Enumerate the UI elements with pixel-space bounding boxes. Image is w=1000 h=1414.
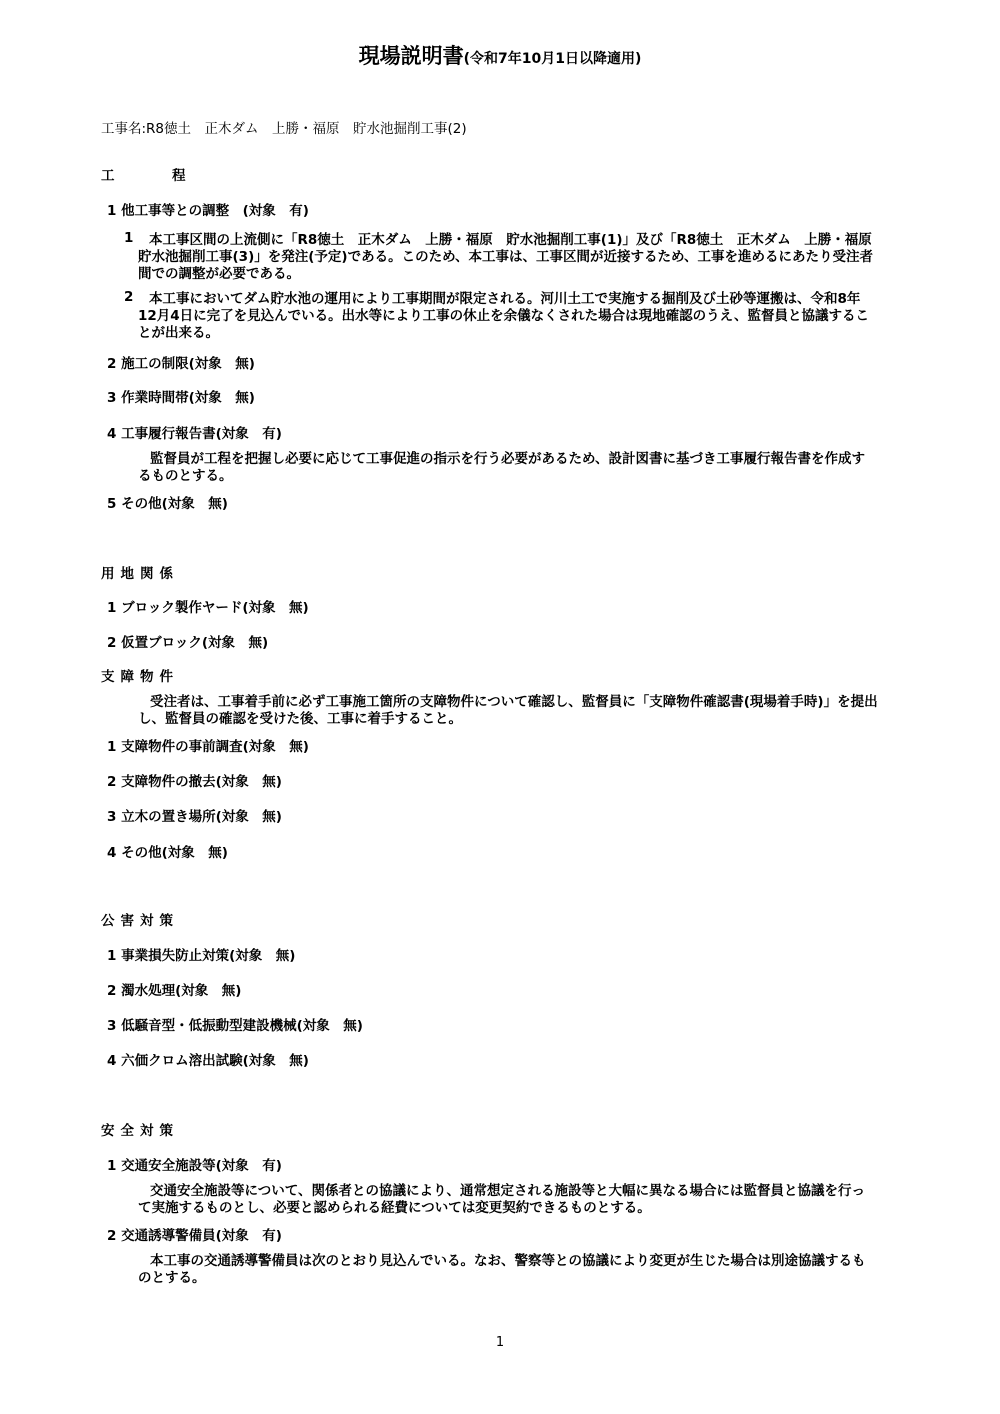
land-item-2: 2 仮置ブロック(対象 無): [107, 635, 269, 651]
sub-item-number-1: 1: [124, 230, 134, 246]
document-title: [0, 44, 1000, 68]
obstacles-item-4: 4 その他(対象 無): [107, 845, 228, 861]
schedule-item-5: 5 その他(対象 無): [107, 496, 228, 512]
pollution-item-1: 1 事業損失防止対策(対象 無): [107, 948, 296, 964]
obstacles-item-1: 1 支障物件の事前調査(対象 無): [107, 739, 309, 755]
safety-item-2: 2 交通誘導警備員(対象 有): [107, 1228, 282, 1244]
pollution-item-3: 3 低騒音型・低振動型建設機械(対象 無): [107, 1018, 363, 1034]
section-heading-schedule: 工 程: [101, 168, 208, 184]
land-item-1: 1 ブロック製作ヤード(対象 無): [107, 600, 309, 616]
section-heading-land: 用地関係: [101, 566, 179, 582]
safety-paragraph-2: 本工事の交通誘導警備員は次のとおり見込んでいる。なお、警察等との協議により変更が生じた場合は別途協議するものとする。: [138, 1253, 866, 1286]
title-main: 現場説明書: [358, 44, 464, 68]
pollution-item-2: 2 濁水処理(対象 無): [107, 983, 242, 999]
page-number: 1: [495, 1335, 505, 1350]
obstacles-item-3: 3 立木の置き場所(対象 無): [107, 809, 282, 825]
section-heading-pollution: 公害対策: [101, 913, 179, 929]
title-subtitle: (令和7年10月1日以降適用): [463, 51, 642, 67]
pollution-item-4: 4 六価クロム溶出試験(対象 無): [107, 1053, 309, 1069]
schedule-item-4: 4 工事履行報告書(対象 有): [107, 426, 282, 442]
section-heading-safety: 安全対策: [101, 1123, 179, 1139]
obstacles-item-2: 2 支障物件の撤去(対象 無): [107, 774, 282, 790]
section-heading-obstacles: 支障物件: [101, 669, 179, 685]
sub-item-text-2: 本工事においてダム貯水池の運用により工事期間が限定される。河川土工で実施する掘削及び土砂等運搬は、令和8年12月4日に完了を見込んでいる。出水等により工事の休止を余儀なくされた場合は現地確認のうえ、監督員と協議することが出来る。: [138, 291, 869, 341]
schedule-item-1: 1 他工事等との調整 (対象 有): [107, 203, 309, 219]
project-name: 工事名:R8徳土 正木ダム 上勝・福原 貯水池掘削工事(2): [101, 121, 467, 137]
sub-item-text-1: 本工事区間の上流側に「R8徳土 正木ダム 上勝・福原 貯水池掘削工事(1)」及び「R8徳土 正木ダム 上勝・福原 貯水池掘削工事(3)」を発注(予定)である。このため、本工事は、工事区間が近接するため、工事を進めるにあたり受注者間での調整が必要である。: [138, 232, 886, 282]
report-paragraph: 監督員が工程を把握し必要に応じて工事促進の指示を行う必要があるため、設計図書に基づき工事履行報告書を作成するものとする。: [138, 451, 865, 484]
safety-paragraph-1: 交通安全施設等について、関係者との協議により、通常想定される施設等と大幅に異なる場合には監督員と協議を行って実施するものとし、必要と認められる経費については変更契約できるものとする。: [138, 1183, 865, 1216]
safety-item-1: 1 交通安全施設等(対象 有): [107, 1158, 282, 1174]
schedule-item-2: 2 施工の制限(対象 無): [107, 356, 255, 372]
schedule-item-3: 3 作業時間帯(対象 無): [107, 390, 255, 406]
sub-item-number-2: 2: [124, 289, 134, 305]
obstacles-paragraph: 受注者は、工事着手前に必ず工事施工箇所の支障物件について確認し、監督員に「支障物件確認書(現場着手時)」を提出し、監督員の確認を受けた後、工事に着手すること。: [138, 694, 878, 727]
